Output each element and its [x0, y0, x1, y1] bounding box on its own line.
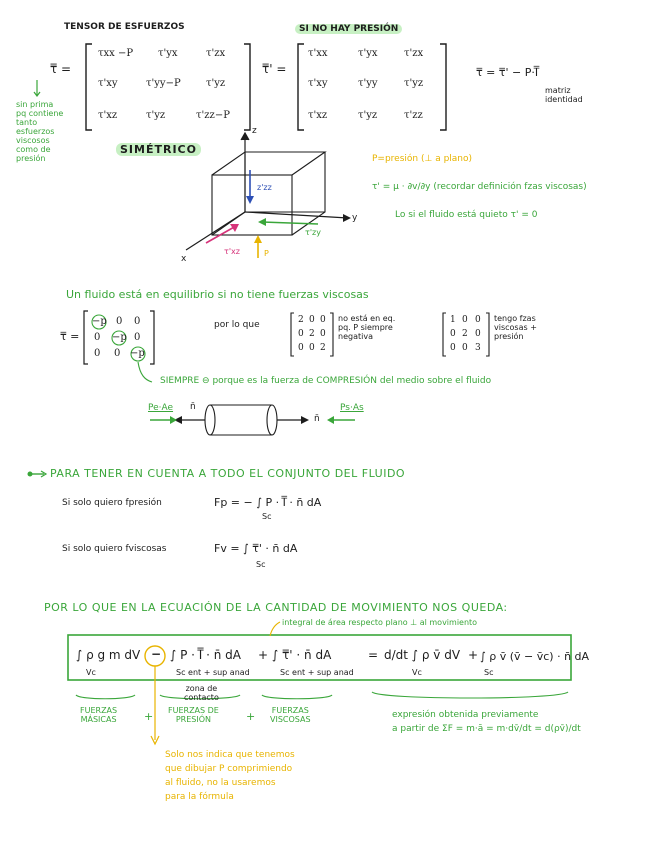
- axis-y: y: [352, 213, 358, 223]
- mass-term: ∫ ρ g m dV: [76, 648, 141, 662]
- tau-xz-label: τ'xz: [224, 247, 240, 256]
- m1-cell: 0: [320, 315, 326, 325]
- viscous-force-sub: Sc: [256, 560, 266, 569]
- m1-cell: 0: [309, 315, 315, 325]
- tau-lhs: τ̿ =: [50, 62, 72, 76]
- tau-cell: τ'xy: [98, 78, 118, 89]
- mass-term-sub: Vc: [86, 668, 96, 677]
- tau-prime-cell: τ'yz: [404, 78, 424, 89]
- contact-zone-note: zona de contacto: [184, 684, 219, 702]
- m2-cell: 1: [450, 315, 456, 325]
- m1-cell: 0: [298, 343, 304, 353]
- eq-cell: 0: [134, 332, 141, 343]
- pressure-term: ∫ P · I̿ · n̄ dA: [170, 648, 241, 662]
- tau-cell: τ'yz: [206, 78, 226, 89]
- still-fluid-note: Lo si el fluido está quieto τ' = 0: [395, 210, 538, 220]
- momentum-title: POR LO QUE EN LA ECUACIÓN DE LA CANTIDAD DE MOVIMIENTO NOS QUEDA:: [44, 601, 508, 614]
- identity-note: matriz identidad: [545, 86, 583, 104]
- eq-cell: −p: [112, 332, 127, 343]
- viscous-term-sub: Sc ent + sup anad: [280, 668, 354, 677]
- m1-cell: 0: [309, 343, 315, 353]
- pressure-force-eq: Fp = − ∫ P · I̿ · n̄ dA: [214, 496, 322, 509]
- equilibrium-title: Un fluido está en equilibrio si no tiene fuerzas viscosas: [66, 288, 369, 301]
- tau-relation: τ̿ = τ̿' − P·I̿: [476, 66, 539, 79]
- pressure-force-sub: Sc: [262, 512, 272, 521]
- eq-cell: −p: [92, 316, 107, 327]
- m2-cell: 0: [450, 329, 456, 339]
- equals-sign: =: [368, 648, 379, 662]
- pressure-definition: P=presión (⊥ a plano): [372, 154, 473, 164]
- no-pressure-title: SI NO HAY PRESIÓN: [295, 24, 402, 34]
- tau-prime-cell: τ'xx: [308, 48, 328, 59]
- tau-cell: τ'zz−P: [196, 110, 230, 121]
- m2-cell: 0: [450, 343, 456, 353]
- eq-cell: 0: [94, 332, 101, 343]
- side-note: sin prima pq contiene tanto esfuerzos viscosos como de presión: [16, 100, 64, 163]
- flux-term-sub: Sc: [484, 668, 494, 677]
- plus-sign-2: +: [468, 648, 479, 662]
- tau-prime-cell: τ'yx: [358, 48, 378, 59]
- minus-sign-explanation: Solo nos indica que tenemos que dibujar P comprimiendo al fluido, no la usaremos para la fórmula: [165, 750, 295, 802]
- normal-right-label: n̄: [314, 414, 320, 424]
- tau-cell: τ'yy−P: [146, 78, 181, 89]
- m1-note: no está en eq. pq. P siempre negativa: [338, 314, 396, 341]
- pressure-only-label: Si solo quiero fpresión: [62, 498, 162, 508]
- plus-sign-1: +: [258, 648, 269, 662]
- axis-x: x: [181, 254, 187, 264]
- tau-cell: τ'yx: [158, 48, 178, 59]
- viscous-forces-label: FUERZAS VISCOSAS: [270, 706, 311, 724]
- tau-cell: τ'zx: [206, 48, 226, 59]
- tau-cell: τ'yz: [146, 110, 166, 121]
- eq-cell: 0: [114, 348, 121, 359]
- eq-cell: 0: [94, 348, 101, 359]
- tau-prime-cell: τ'xy: [308, 78, 328, 89]
- viscous-only-label: Si solo quiero fviscosas: [62, 544, 167, 554]
- time-derivative-sub: Vc: [412, 668, 422, 677]
- tau-prime-cell: τ'yz: [358, 110, 378, 121]
- p-label: P: [264, 249, 269, 258]
- always-negative-note: SIEMPRE ⊖ porque es la fuerza de COMPRESIÓN del medio sobre el fluido: [160, 376, 492, 386]
- tau-cell: τ'xz: [98, 110, 118, 121]
- tau-matrix: [96, 46, 246, 130]
- tensor-title: TENSOR DE ESFUERZOS: [64, 22, 185, 32]
- tau-prime-cell: τ'yy: [358, 78, 378, 89]
- symmetric-label: SIMÉTRICO: [116, 143, 201, 156]
- m2-cell: 2: [462, 329, 468, 339]
- m1-cell: 2: [320, 343, 326, 353]
- pressure-forces-label: FUERZAS DE PRESIÓN: [168, 706, 219, 724]
- tau-prime-cell: τ'zz: [404, 110, 423, 121]
- tau-prime-matrix: [306, 46, 442, 130]
- m1-cell: 0: [320, 329, 326, 339]
- normal-left-label: n̄: [190, 402, 196, 412]
- tau-cell: τxx −P: [98, 48, 134, 59]
- m2-note: tengo fzas viscosas + presión: [494, 314, 537, 341]
- m1-cell: 2: [309, 329, 315, 339]
- ps-as-label: Ps·As: [340, 403, 364, 413]
- m2-cell: 3: [475, 343, 481, 353]
- viscous-force-eq: Fv = ∫ τ̿' · n̄ dA: [214, 542, 298, 555]
- tau-prime-cell: τ'zx: [404, 48, 424, 59]
- viscous-term: ∫ τ̿' · n̄ dA: [272, 648, 332, 662]
- pressure-term-sub: Sc ent + sup anad: [176, 668, 250, 677]
- whole-fluid-title: PARA TENER EN CUENTA A TODO EL CONJUNTO DEL FLUIDO: [50, 467, 406, 480]
- m2-cell: 0: [462, 343, 468, 353]
- m2-cell: 0: [475, 329, 481, 339]
- example-matrix-2: [448, 313, 486, 357]
- eq-cell: 0: [116, 316, 123, 327]
- tau-prime-lhs: τ̿' =: [262, 62, 287, 76]
- por-lo-que: por lo que: [214, 320, 260, 330]
- time-derivative-term: d/dt ∫ ρ v̄ dV: [384, 648, 461, 662]
- equilibrium-lhs: τ̿ =: [60, 330, 80, 343]
- example-matrix-1: [296, 313, 330, 357]
- minus-sign: −: [151, 647, 162, 661]
- m2-cell: 0: [462, 315, 468, 325]
- equilibrium-matrix: [90, 314, 152, 364]
- tau-prime-cell: τ'xz: [308, 110, 328, 121]
- m2-cell: 0: [475, 315, 481, 325]
- m1-cell: 0: [298, 329, 304, 339]
- previous-expression-note: expresión obtenida previamente a partir de ΣF = m·ā = m·dv̄/dt = d(ρv̄)/dt: [392, 710, 581, 734]
- mass-forces-label: FUERZAS MÁSICAS: [80, 706, 118, 724]
- tau-zz-label: z'zz: [257, 183, 272, 192]
- eq-cell: 0: [134, 316, 141, 327]
- tau-zy-label: τ'zy: [305, 228, 321, 237]
- flux-term: ∫ ρ v̄ (v̄ − v̄c) · n̄ dA: [480, 650, 590, 663]
- axis-z: z: [252, 126, 257, 136]
- pe-ae-label: Pe·Ae: [148, 403, 174, 413]
- viscous-definition: τ' = μ · ∂v/∂y (recordar definición fzas viscosas): [372, 182, 587, 192]
- m1-cell: 2: [298, 315, 304, 325]
- plus-a: +: [144, 710, 154, 723]
- plus-b: +: [246, 710, 256, 723]
- area-integral-note: integral de área respecto plano ⊥ al movimiento: [282, 618, 478, 627]
- eq-cell: −p: [130, 348, 145, 359]
